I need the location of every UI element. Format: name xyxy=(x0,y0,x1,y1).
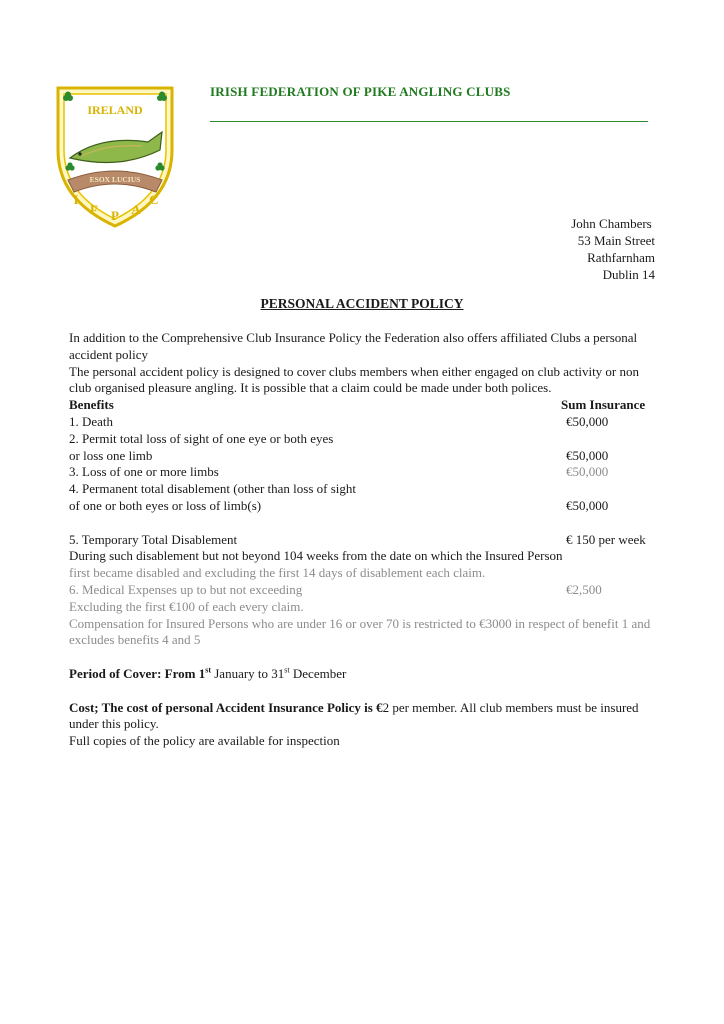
address-line: Dublin 14 xyxy=(602,267,655,282)
footer-note: Full copies of the policy are available for inspection xyxy=(69,733,340,749)
logo-letter: P xyxy=(111,208,119,223)
logo-letter: I xyxy=(73,192,79,207)
benefit-row xyxy=(69,448,657,465)
benefit-amount: €50,000 xyxy=(566,464,609,480)
cost-text: 2 per member. All club members must be insured under this policy. xyxy=(69,699,639,732)
period-of-cover xyxy=(69,666,657,683)
logo-motto: ESOX LUCIUS xyxy=(89,175,141,184)
header-rule xyxy=(210,121,648,122)
cost-label: Cost; The cost of personal Accident Insurance Policy is € xyxy=(69,699,383,715)
spacer xyxy=(69,515,657,532)
benefits-header-label: Benefits xyxy=(69,397,114,413)
benefit-note: first became disabled and excluding the first 14 days of disablement each claim. xyxy=(69,565,486,581)
benefit-label: of one or both eyes or loss of limb(s) xyxy=(69,497,262,513)
benefit-label: 6. Medical Expenses up to but not exceeding xyxy=(69,581,303,597)
restriction-note: Compensation for Insured Persons who are under 16 or over 70 is restricted to €3000 in respect of benefit 1 and excludes benefits 4 and 5 xyxy=(69,615,651,648)
benefit-row xyxy=(69,582,657,599)
intro-paragraph: The personal accident policy is designed to cover clubs members when either engaged on club activity or non club organised pleasure angling. It is possible that a claim could be made under both polices. xyxy=(69,363,640,396)
period-superscript: st xyxy=(205,665,211,675)
sender-address xyxy=(571,215,655,283)
period-text: December xyxy=(289,665,347,681)
intro-paragraph: In addition to the Comprehensive Club Insurance Policy the Federation also offers affiliated Clubs a personal accident policy xyxy=(69,330,638,362)
benefit-amount: €50,000 xyxy=(566,447,609,463)
benefit-line: 2. Permit total loss of sight of one eye or both eyes xyxy=(69,430,334,446)
spacer xyxy=(69,683,657,700)
benefit-label: 1. Death xyxy=(69,413,114,429)
sum-insurance-header: Sum Insurance xyxy=(561,397,646,413)
benefit-row xyxy=(69,414,657,431)
address-line: Rathfarnham xyxy=(587,250,655,265)
spacer xyxy=(69,649,657,666)
document-title: PERSONAL ACCIDENT POLICY xyxy=(260,296,464,311)
benefit-amount: €50,000 xyxy=(566,497,609,513)
cost-paragraph xyxy=(69,700,657,734)
benefit-amount: € 150 per week xyxy=(566,531,646,547)
benefit-note: Excluding the first €100 of each every claim. xyxy=(69,598,304,614)
benefit-label: or loss one limb xyxy=(69,447,153,463)
logo-letter: C xyxy=(149,192,159,207)
logo-top-text: IRELAND xyxy=(87,103,143,117)
organization-name: IRISH FEDERATION OF PIKE ANGLING CLUBS xyxy=(210,84,511,99)
benefit-note: During such disablement but not beyond 104 weeks from the date on which the Insured Person xyxy=(69,548,563,564)
benefit-row xyxy=(69,532,657,549)
benefit-amount: €2,500 xyxy=(566,581,602,597)
benefit-row xyxy=(69,498,657,515)
period-text: January to 31 xyxy=(211,665,285,681)
policy-body xyxy=(69,330,657,750)
period-superscript: st xyxy=(284,665,290,675)
benefits-header xyxy=(69,397,657,414)
benefit-row xyxy=(69,464,657,481)
benefit-label: 5. Temporary Total Disablement xyxy=(69,531,238,547)
address-line: 53 Main Street xyxy=(577,233,655,248)
benefit-amount: €50,000 xyxy=(566,413,609,429)
address-line: John Chambers xyxy=(571,216,655,231)
logo-letter: A xyxy=(131,202,141,217)
logo-letter: F xyxy=(90,202,98,217)
benefit-line: 4. Permanent total disablement (other than loss of sight xyxy=(69,481,357,497)
ifpac-crest-logo xyxy=(50,80,180,230)
benefit-label: 3. Loss of one or more limbs xyxy=(69,464,219,480)
period-label: Period of Cover: From 1 xyxy=(69,665,206,681)
